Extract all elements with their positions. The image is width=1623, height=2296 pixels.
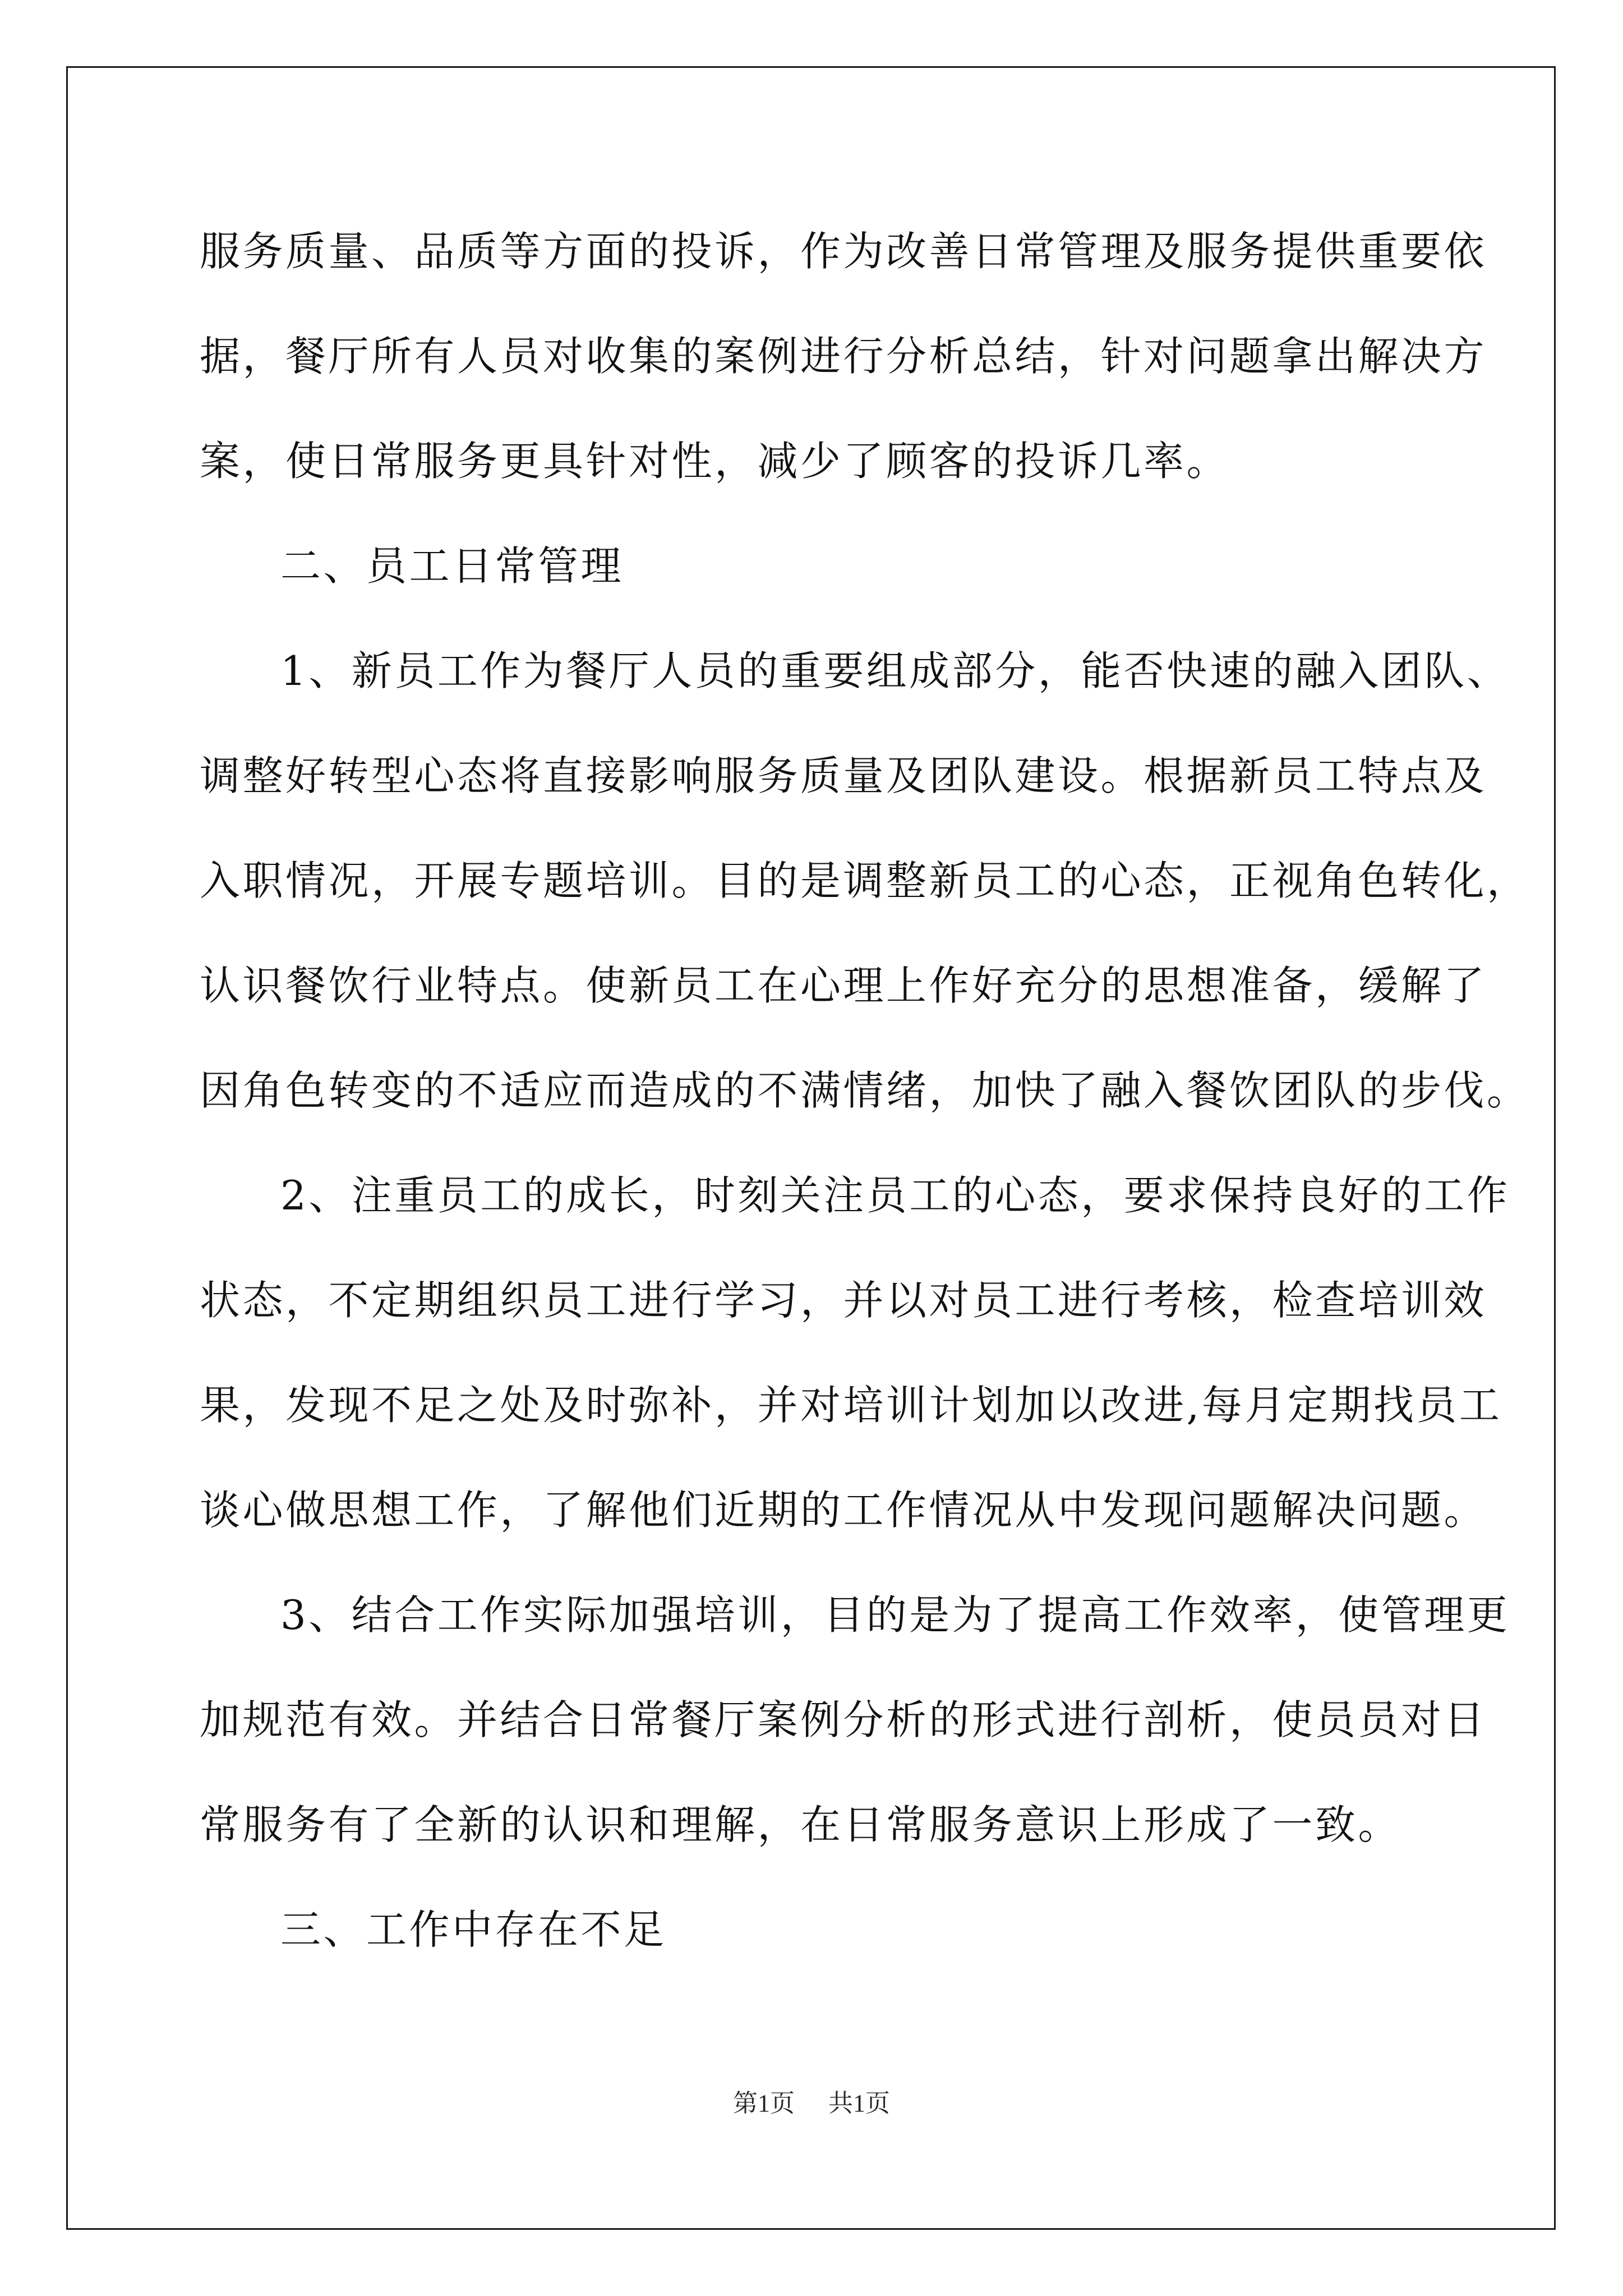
text-line-16: 常服务有了全新的认识和理解，在日常服务意识上形成了一致。 [200,1801,1401,1848]
text-line-5: 1、新员工作为餐厅人员的重要组成部分，能否快速的融入团队、 [280,647,1510,694]
text-line-12: 果，发现不足之处及时弥补，并对培训计划加以改进,每月定期找员工 [200,1382,1502,1429]
text-line-7: 入职情况，开展专题培训。目的是调整新员工的心态，正视角色转化， [200,857,1530,904]
text-line-1: 服务质量、品质等方面的投诉，作为改善日常管理及服务提供重要依 [200,228,1487,275]
page-number-total: 共1页 [828,2090,890,2117]
page-footer [0,2087,1623,2120]
text-line-14: 3、结合工作实际加强培训，目的是为了提高工作效率，使管理更 [280,1591,1510,1639]
text-line-3: 案，使日常服务更具针对性，减少了顾客的投诉几率。 [200,438,1230,485]
text-line-13: 谈心做思想工作，了解他们近期的工作情况从中发现问题解决问题。 [200,1487,1487,1534]
text-line-11: 状态，不定期组织员工进行学习，并以对员工进行考核，检查培训效 [200,1277,1487,1324]
text-line-10: 2、注重员工的成长，时刻关注员工的心态，要求保持良好的工作 [280,1172,1510,1219]
text-line-2: 据，餐厅所有人员对收集的案例进行分析总结，针对问题拿出解决方 [200,333,1487,380]
page-number-current: 第1页 [733,2090,795,2117]
section-heading-3: 三、工作中存在不足 [280,1906,667,1953]
section-heading-2: 二、员工日常管理 [280,542,624,590]
text-line-6: 调整好转型心态将直接影响服务质量及团队建设。根据新员工特点及 [200,752,1487,799]
text-line-9: 因角色转变的不适应而造成的不满情绪，加快了融入餐饮团队的步伐。 [200,1067,1530,1114]
text-line-15: 加规范有效。并结合日常餐厅案例分析的形式进行剖析，使员员对日 [200,1696,1487,1743]
text-line-8: 认识餐饮行业特点。使新员工在心理上作好充分的思想准备，缓解了 [200,962,1487,1009]
